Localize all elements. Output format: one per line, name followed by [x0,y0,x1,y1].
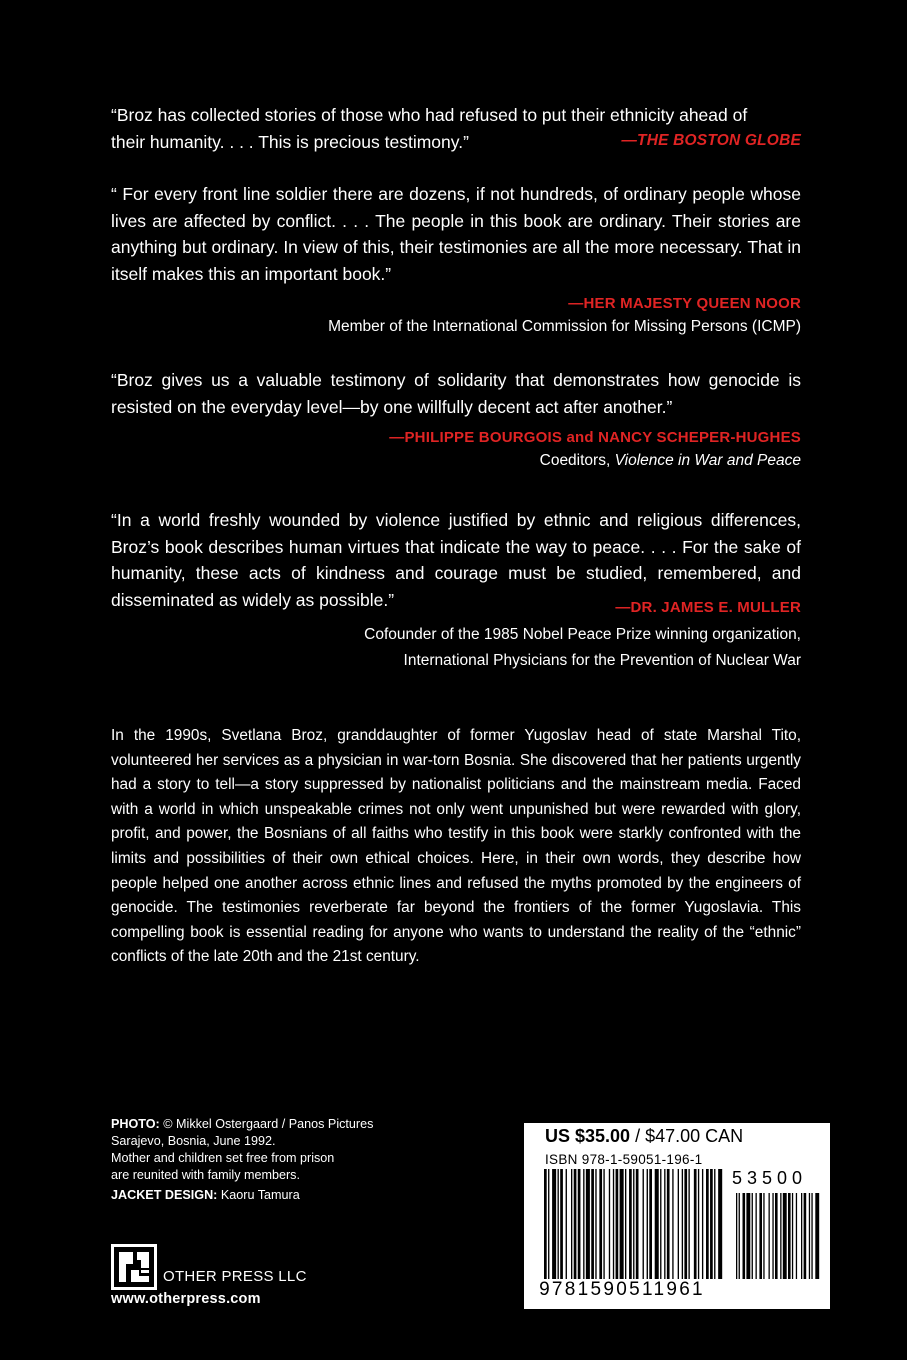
barcode-bar [763,1193,764,1279]
barcode-bar [752,1193,753,1279]
caption-line: are reunited with family members. [111,1168,300,1182]
barcode-bar [694,1169,697,1279]
barcode-bar [714,1169,715,1279]
photo-credit: © Mikkel Ostergaard / Panos Pictures [163,1117,374,1131]
price-code: 53500 [732,1168,808,1188]
barcode-bar [736,1193,737,1279]
publisher-website: www.otherpress.com [111,1291,261,1307]
barcode-bar [698,1169,699,1279]
barcode-bar [558,1169,559,1279]
photo-credit-line [111,1116,411,1133]
barcode-bar [684,1169,687,1279]
publisher-name: OTHER PRESS LLC [163,1268,307,1285]
affiliation-prefix: Coeditors, [539,452,615,469]
affiliation-book-title: Violence in War and Peace [614,452,801,469]
quote-attribution: —DR. JAMES E. MULLER [615,599,801,616]
quote-affiliation [111,450,801,472]
barcode-bar [574,1169,577,1279]
barcode-bar [706,1169,709,1279]
barcode-bar [620,1169,624,1279]
barcode-bar [788,1193,791,1279]
quote-attribution: —HER MAJESTY QUEEN NOOR [568,295,801,312]
barcode-bar [809,1193,810,1279]
barcode-bar [664,1169,665,1279]
barcode-bar [636,1169,639,1279]
quote-text-line-2: their humanity. . . . This is precious testimony.” [111,131,469,152]
quote-attribution: —THE BOSTON GLOBE [621,131,801,149]
barcode-bar [702,1169,703,1279]
barcode-bar [783,1193,787,1279]
barcode-bar [780,1193,781,1279]
barcode-bar [804,1193,807,1279]
quote-attribution: —PHILIPPE BOURGOIS and NANCY SCHEPER-HUGHES [389,429,801,446]
barcode-bar [613,1169,614,1279]
quote-james-muller [111,507,801,674]
barcode-bar [739,1193,740,1279]
quote-affiliation-line-1: Cofounder of the 1985 Nobel Peace Prize winning organization, [364,626,801,643]
design-credit-line [111,1187,411,1204]
barcode-bar [796,1193,797,1279]
barcode-bar [566,1169,567,1279]
barcode-bar [643,1169,644,1279]
caption-line: Sarajevo, Bosnia, June 1992. [111,1134,276,1148]
barcode-bar [629,1169,632,1279]
barcode-bar [718,1169,722,1279]
barcode-bar [746,1193,750,1279]
barcode-bar [571,1169,572,1279]
quote-text: “ For every front line soldier there are dozens, if not hundreds, of ordinary people whose lives are affected by conflict. . . . The people in this book are ordinary. Their stories are anything but ordinary. In view of this, their testimonies are all the more necessary. That in itself makes this an important book.” [111,184,801,284]
quote-text: “In a world freshly wounded by violence justified by ethnic and religious differences, Broz’s book describes human virtues that indicate the way to peace. . . . For the sake of humanity, these acts of kindness and courage must be studied, remembered, and disseminated as widely as possible.” [111,510,801,610]
barcode-bar [759,1193,762,1279]
barcode-bar [591,1169,594,1279]
barcode-bar [599,1169,602,1279]
barcode-bar [633,1169,634,1279]
barcode-bar [595,1169,596,1279]
barcode-bar [655,1169,659,1279]
quote-bourgois-scheper-hughes [111,367,801,472]
barcode-bar [743,1193,746,1279]
photo-credits [111,1116,411,1204]
barcode-bar [560,1169,563,1279]
price-us: US $35.00 [545,1126,631,1146]
barcode-bar [682,1169,683,1279]
quote-text-line-1: “Broz has collected stories of those who had refused to put their ethnicity ahead of [111,105,748,125]
barcode-bar [649,1169,652,1279]
isbn-text: ISBN 978-1-59051-196-1 [545,1152,703,1167]
barcode-bar [616,1169,619,1279]
photo-label: PHOTO: [111,1117,160,1131]
ean-digits: 9781590511961 [539,1279,705,1300]
barcode-bar [710,1169,713,1279]
barcode-bar [578,1169,581,1279]
barcode-bar [583,1169,584,1279]
barcode-bar [756,1193,757,1279]
barcode-bar [625,1169,626,1279]
barcode-bar [667,1169,670,1279]
barcode-bar [769,1193,770,1279]
barcode-bar [548,1169,549,1279]
quote-queen-noor [111,181,801,338]
design-label: JACKET DESIGN: [111,1188,218,1202]
caption-line: Mother and children set free from prison [111,1151,335,1165]
barcode-bar [544,1169,547,1279]
barcode-bar [586,1169,590,1279]
barcode-bar [815,1193,819,1279]
quote-affiliation-line-2: International Physicians for the Prevention of Nuclear War [403,652,801,669]
barcode-bar [660,1169,661,1279]
barcode-bar [678,1169,679,1279]
barcode-bar [772,1193,773,1279]
barcode-bar [647,1169,648,1279]
barcode-bar [688,1169,689,1279]
barcode-bar [801,1193,802,1279]
barcode-bar [775,1193,778,1279]
barcode-bar [552,1169,556,1279]
barcode-bar [672,1169,673,1279]
price-can: / $47.00 CAN [630,1126,744,1146]
book-description: In the 1990s, Svetlana Broz, granddaughter of former Yugoslav head of state Marshal Tito, volunteered her services as a physician in war-torn Bosnia. She discovered that her patients urgently had a story to tell—a story suppressed by nationalist politicians and the mainstream media. Faced with a world in which unspeakable crimes not only went unpunished but were rewarded with glory, profit, and power, the Bosnians of all faiths who testify in this book were starkly confronted with the limits and possibilities of their own ethical choices. Here, in their own words, they describe how people helped one another across ethnic lines and refused the myths promoted by the engineers of genocide. The testimonies reverberate far beyond the frontiers of the former Yugoslavia. This compelling book is essential reading for anyone who wants to understand the reality of the “ethnic” conflicts of the late 20th and the 21st century. [111,727,801,966]
quote-text: “Broz gives us a valuable testimony of solidarity that demonstrates how genocide is resisted on the everyday level—by one willfully decent act after another.” [111,370,801,417]
barcode-bar [609,1169,610,1279]
barcode-panel [524,1123,830,1309]
designer: Kaoru Tamura [220,1188,300,1202]
other-press-logo-icon [111,1244,157,1290]
barcode-bar [792,1193,793,1279]
barcode-bar [603,1169,604,1279]
quote-affiliation: Member of the International Commission for Missing Persons (ICMP) [328,318,801,335]
quote-boston-globe [111,102,801,155]
barcode-bar [811,1193,812,1279]
